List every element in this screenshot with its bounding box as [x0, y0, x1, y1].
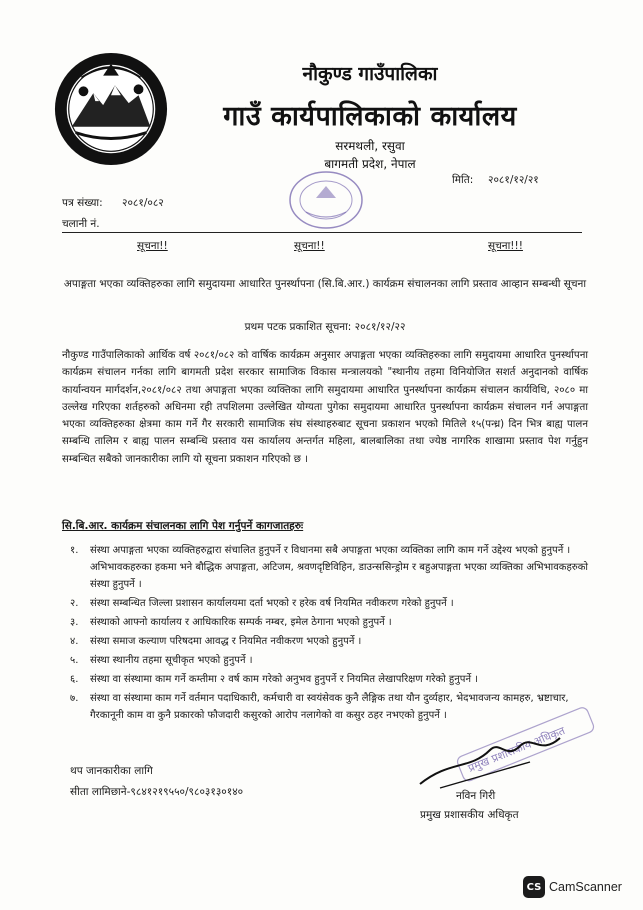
signature-stamp-icon — [410, 700, 600, 800]
office-location: सरमथली, रसुवा — [335, 139, 405, 153]
list-number: २. — [70, 598, 79, 609]
more-info-label: थप जानकारीका लागि — [70, 765, 153, 777]
list-item — [62, 652, 592, 669]
list-number: ६. — [70, 674, 79, 685]
notice-label-1: सूचना!! — [137, 240, 168, 252]
office-name: गाउँ कार्यपालिकाको कार्यालय — [223, 101, 517, 132]
list-number: १. — [70, 545, 79, 556]
reference-label: पत्र संख्या: — [62, 197, 103, 209]
date-label: मिति: — [452, 174, 474, 186]
reference-value: २०८१/०८२ — [122, 197, 164, 209]
list-number: ७. — [70, 693, 79, 704]
list-item — [62, 542, 592, 593]
signer-title: प्रमुख प्रशासकीय अधिकृत — [420, 809, 519, 821]
dispatch-number-label: चलानी नं. — [62, 218, 100, 230]
list-number: ५. — [70, 655, 79, 666]
requirements-list — [62, 542, 592, 726]
list-item — [62, 595, 592, 612]
divider — [62, 232, 582, 233]
list-item — [62, 614, 592, 631]
camscanner-watermark — [523, 876, 622, 898]
contact-info: सीता लामिछाने-९८४१२१९५५०/९८०३१३०१४० — [70, 786, 244, 798]
list-text: संस्था सम्बन्धित जिल्ला प्रशासन कार्यालयमा दर्ता भएको र हरेक वर्ष नियमित नवीकरण गरेको हुनुपर्ने । — [90, 598, 454, 609]
notice-label-2: सूचना!! — [294, 240, 325, 252]
camscanner-icon: CS — [523, 876, 545, 898]
list-text: संस्थाको आफ्नो कार्यालय र आधिकारिक सम्पर्क नम्बर, इमेल ठेगाना भएको हुनुपर्ने । — [90, 617, 392, 628]
notice-body: नौकुण्ड गाउँपालिकाको आर्थिक वर्ष २०८१/०८२ को वार्षिक कार्यक्रम अनुसार अपाङ्गता भएका व्यक्तिहरुका लागि समुदायमा आधारित पुनर्स्थापना कार्यक्रम संचालन गर्नका लागि बागमती प्रदेश सरकार सामाजिक विकास मन्त्रालयको "स्थानीय तहमा विनियोजित सशर्त अनुदानको वार्षिक कार्यान्वयन मार्गदर्शन,२०८१/०८२ तथा अपाङ्गता भएका व्यक्तिका लागि समुदायमा आधारित पुनर्स्थापना कार्यक्रम संचालन कार्यविधि, २०८० मा उल्लेख गरिएका शर्तहरुको अधिनमा रही तपशिलमा उल्लेखित योग्यता पुगेका समुदायमा आधारित पुनर्स्थापना कार्यक्रम संचालन गर्न अपाङ्गता भएका व्यक्तिहरुका क्षेत्रमा काम गर्ने गैर सरकारी सामाजिक संघ संस्थाहरुबाट सूचना प्रकाशन भएको मितिले १५(पन्ध्र) दिन भित्र बाह्य पालन सम्बन्धि तालिम र बाह्य पालन सम्बन्धि प्रस्ताव यस कार्यालय अन्तर्गत महिला, बालबालिका तथा ज्येष्ठ नागरिक शाखामा प्रस्ताव पेश गर्नुहुन सम्बन्धित सबैको जानकारीका लागि यो सूचना प्रकाशन गरिएको छ । — [62, 350, 588, 465]
publication-date: प्रथम पटक प्रकाशित सूचना: २०८१/१२/२२ — [244, 321, 406, 333]
list-text: संस्था वा संस्थामा काम गर्ने कम्तीमा २ वर्ष काम गरेको अनुभव हुनुपर्ने र नियमित लेखापरिक्षण गरेको हुनुपर्ने । — [90, 674, 478, 685]
stamp-text: प्रमुख प्रशासकीय अधिकृत — [466, 724, 567, 775]
list-text: संस्था वा संस्थामा काम गर्ने वर्तमान पदाधिकारी, कर्मचारी वा स्वयंसेवक कुनै लैङ्गिक तथा यौन दुर्व्यहार, भेदभावजन्य कामहरु, भ्रष्टाचार, गैरकानूनी काम वा कुनै प्रकारको फौजदारी कसुरको आरोप नलागेको वा कसुर ठहर नभएको हुनुपर्ने । — [90, 693, 569, 721]
signer-name: नविन गिरी — [456, 790, 496, 802]
notice-title: अपाङ्गता भएका व्यक्तिहरुका लागि समुदायमा आधारित पुनर्स्थापना (सि.बि.आर.) कार्यक्रम संचालनका लागि प्रस्ताव आव्हान सम्बन्धी सूचना — [63, 278, 587, 290]
office-stamp-icon — [286, 168, 366, 232]
municipality-name: नौकुण्ड गाउँपालिका — [302, 63, 438, 85]
list-text: संस्था समाज कल्याण परिषदमा आवद्ध र नियमित नवीकरण भएको हुनुपर्ने । — [90, 636, 362, 647]
requirements-heading: सि.बि.आर. कार्यक्रम संचालनका लागि पेश गर्नुपर्ने कागजातहरुः — [62, 520, 304, 532]
camscanner-label: CamScanner — [549, 880, 622, 894]
office-province: बागमती प्रदेश, नेपाल — [324, 157, 416, 171]
list-item — [62, 633, 592, 650]
list-number: ३. — [70, 617, 79, 628]
list-number: ४. — [70, 636, 79, 647]
list-text: संस्था अपाङ्गता भएका व्यक्तिहरुद्वारा संचालित हुनुपर्ने र विधानमा सबै अपाङ्गता भएका व्यक्तिका लागि काम गर्ने उद्देश्य भएको हुनुपर्ने । अभिभावकहरुका हकमा भने बौद्धिक अपाङ्गता, अटिजम, श्रवणदृष्टिविहिन, डाउन्ससिन्ड्रोम र बहुअपाङ्गता भएका व्यक्तिका अभिभावकहरुको संस्था हुनुपर्ने । — [90, 545, 589, 590]
list-item — [62, 671, 592, 688]
date-value: २०८१/१२/२१ — [488, 174, 539, 186]
notice-label-3: सूचना!!! — [488, 240, 523, 252]
list-text: संस्था स्थानीय तहमा सूचीकृत भएको हुनुपर्ने । — [90, 655, 253, 666]
